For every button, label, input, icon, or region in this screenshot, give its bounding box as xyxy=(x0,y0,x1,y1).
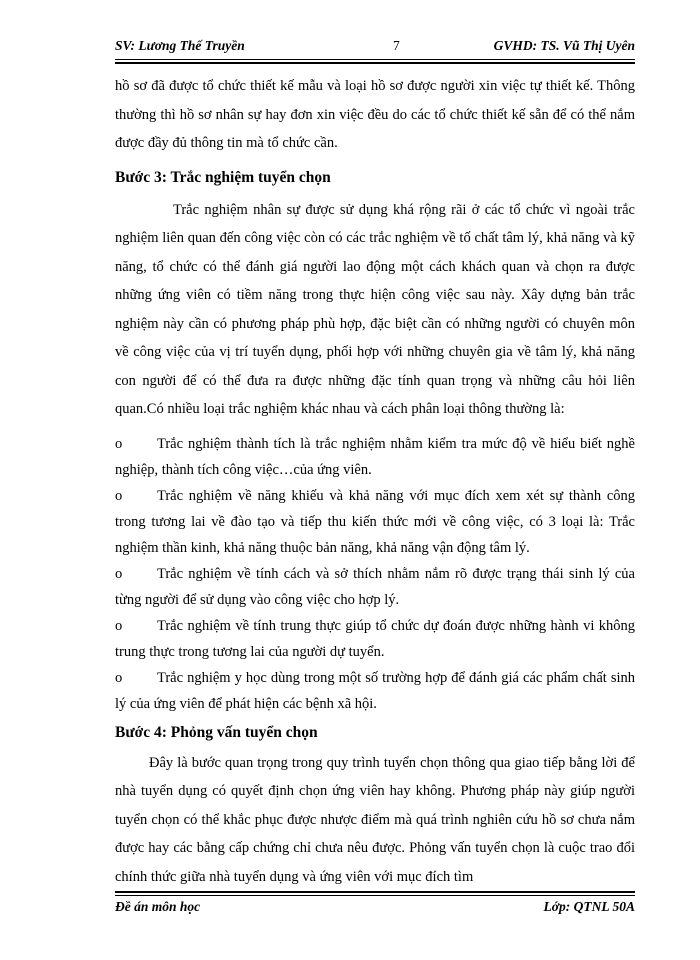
list-item-text: Trắc nghiệm y học dùng trong một số trường hợp để đánh giá các phẩm chất sinh lý của ứng viên để phát hiện các bệnh xã hội. xyxy=(115,669,635,712)
page-number: 7 xyxy=(393,38,400,53)
header-student-name: SV: Lương Thế Truyền xyxy=(115,38,245,53)
list-item xyxy=(115,665,635,717)
list-item xyxy=(115,613,635,665)
list-item xyxy=(115,483,635,561)
footer-course: Đề án môn học xyxy=(115,899,201,914)
step3-paragraph: Trắc nghiệm nhân sự được sử dụng khá rộng rãi ở các tổ chức vì ngoài trắc nghiệm liên quan đến công việc còn có các trắc nghiệm về tố chất tâm lý, khả năng và kỹ năng, tổ chức có thể đánh giá người lao động một cách khách quan và chọn ra được những ứng viên có tiềm năng trong thực hiện công việc sau này. Xây dựng bản trắc nghiệm này cần có phương pháp phù hợp, đặc biệt cần có những người có chuyên môn về công việc của vị trí tuyển dụng, phối hợp với những chuyên gia về tâm lý, khả năng con người để có thể đưa ra được những đặc tính quan trọng và những câu hỏi liên quan.Có nhiều loại trắc nghiệm khác nhau và cách phân loại thông thường là: xyxy=(115,201,635,417)
header-rule-thick xyxy=(115,62,635,64)
list-item-text: Trắc nghiệm về tính cách và sở thích nhằm nắm rõ được trạng thái sinh lý của từng người để sử dụng vào công việc cho hợp lý. xyxy=(115,565,635,608)
test-types-list xyxy=(115,431,635,717)
bullet-icon: o xyxy=(115,565,123,582)
bullet-icon: o xyxy=(115,487,123,504)
step4-heading: Bước 4: Phỏng vấn tuyển chọn xyxy=(115,723,318,741)
list-item xyxy=(115,561,635,613)
list-item xyxy=(115,431,635,483)
header-advisor: GVHD: TS. Vũ Thị Uyên xyxy=(493,38,635,53)
document-body xyxy=(115,72,635,891)
step4-paragraph: Đây là bước quan trọng trong quy trình tuyển chọn thông qua giao tiếp bằng lời để nhà tuyển dụng có quyết định chọn ứng viên hay không. Phương pháp này giúp người tuyển chọn có thể khắc phục được nhược điểm mà quá trình nghiên cứu hồ sơ chưa nắm được hay các bằng cấp chứng chỉ chưa nêu được. Phỏng vấn tuyển chọn là cuộc trao đổi chính thức giữa nhà tuyển dụng và ứng viên với mục đích tìm xyxy=(115,754,635,885)
footer-class: Lớp: QTNL 50A xyxy=(543,899,635,914)
page-footer xyxy=(115,899,635,919)
bullet-icon: o xyxy=(115,435,123,452)
footer-rule-thick xyxy=(115,891,635,893)
footer-rule xyxy=(115,895,635,896)
header-rule xyxy=(115,59,635,60)
bullet-icon: o xyxy=(115,617,123,634)
step3-heading: Bước 3: Trắc nghiệm tuyển chọn xyxy=(115,168,331,186)
intro-paragraph: hồ sơ đã được tổ chức thiết kế mẫu và loại hồ sơ được người xin việc tự thiết kế. Thông thường thì hồ sơ nhân sự hay đơn xin việc đều do các tổ chức thiết kế sẵn để có thể nắm được đầy đủ thông tin mà tổ chức cần. xyxy=(115,78,635,151)
list-item-text: Trắc nghiệm về năng khiếu và khả năng với mục đích xem xét sự thành công trong tương lai về đào tạo và tiếp thu kiến thức mới về công việc, có 3 loại là: Trắc nghiệm thần kinh, khả năng thuộc bản năng, khả năng vận động tâm lý. xyxy=(115,487,635,556)
bullet-icon: o xyxy=(115,669,123,686)
list-item-text: Trắc nghiệm về tính trung thực giúp tổ chức dự đoán được những hành vi không trung thực trong tương lai của người dự tuyển. xyxy=(115,617,635,660)
page-header xyxy=(115,38,635,58)
list-item-text: Trắc nghiệm thành tích là trắc nghiệm nhằm kiểm tra mức độ về hiểu biết nghề nghiệp, thành tích công việc…của ứng viên. xyxy=(115,435,635,478)
